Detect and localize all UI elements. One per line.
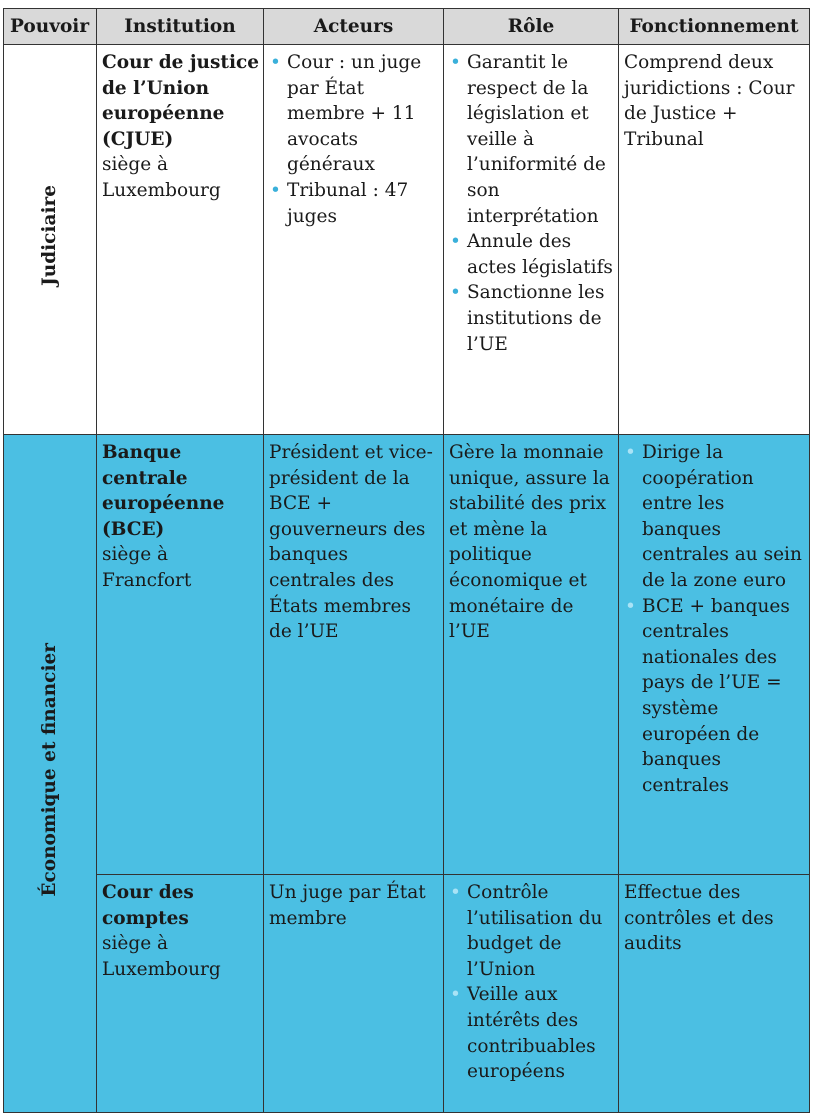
list-item: • Cour : un juge par État membre + 11 avocats généraux	[269, 50, 439, 178]
institution-cell	[97, 45, 264, 435]
role-cell	[444, 45, 619, 435]
role-list	[449, 880, 614, 1085]
pouvoir-label-economique: Économique et financier	[39, 642, 61, 897]
acteurs-cell	[264, 435, 444, 875]
list-item: • Veille aux intérêts des contribuables européens	[449, 982, 614, 1084]
acteurs-text: Président et vice-président de la BCE + gouverneurs des banques centrales des États membres de l’UE	[269, 442, 433, 643]
list-item: • Sanctionne les institutions de l’UE	[449, 280, 614, 357]
role-cell	[444, 875, 619, 1113]
pouvoir-label-judiciaire: Judiciaire	[39, 185, 61, 287]
table-row	[4, 875, 810, 1113]
fonctionnement-text: Effectue des contrôles et des audits	[624, 882, 774, 955]
table-row	[4, 435, 810, 875]
role-text: Gère la monnaie unique, assure la stabilité des prix et mène la politique économique et monétaire de l’UE	[449, 442, 610, 643]
header-fonctionnement: Fonctionnement	[619, 9, 810, 45]
list-item: • Garantit le respect de la législation et veille à l’uniformité de son interprétation	[449, 50, 614, 229]
list-item: • Dirige la coopération entre les banques centrales au sein de la zone euro	[624, 440, 805, 594]
list-item: • Tribunal : 47 juges	[269, 178, 439, 229]
institution-seat: siège à Francfort	[102, 544, 192, 591]
acteurs-cell	[264, 875, 444, 1113]
institution-name: Cour des comptes	[102, 882, 194, 929]
institution-seat: siège à Luxembourg	[102, 933, 221, 980]
fonctionnement-cell	[619, 435, 810, 875]
eu-institutions-table	[3, 8, 810, 1113]
list-item: • Contrôle l’utilisation du budget de l’Union	[449, 880, 614, 982]
institution-cell	[97, 875, 264, 1113]
header-row	[4, 9, 810, 45]
list-item: • Annule des actes législatifs	[449, 229, 614, 280]
pouvoir-cell-judiciaire	[4, 45, 97, 435]
fonctionnement-list	[624, 440, 805, 798]
table-row	[4, 45, 810, 435]
role-cell	[444, 435, 619, 875]
fonctionnement-cell	[619, 45, 810, 435]
header-role: Rôle	[444, 9, 619, 45]
institution-name: Banque centrale européenne (BCE)	[102, 442, 225, 540]
acteurs-text: Un juge par État membre	[269, 882, 426, 929]
acteurs-cell	[264, 45, 444, 435]
header-pouvoir: Pouvoir	[4, 9, 97, 45]
institution-name: Cour de justice de l’Union européenne (CJUE)	[102, 52, 260, 150]
role-list	[449, 50, 614, 357]
institution-cell	[97, 435, 264, 875]
institution-seat: siège à Luxembourg	[102, 154, 221, 201]
pouvoir-cell-economique	[4, 435, 97, 1113]
header-acteurs: Acteurs	[264, 9, 444, 45]
fonctionnement-cell	[619, 875, 810, 1113]
acteurs-list	[269, 50, 439, 229]
list-item: • BCE + banques centrales nationales des pays de l’UE = système européen de banques centrales	[624, 594, 805, 799]
header-institution: Institution	[97, 9, 264, 45]
fonctionnement-text: Comprend deux juridictions : Cour de Justice + Tribunal	[624, 52, 795, 150]
